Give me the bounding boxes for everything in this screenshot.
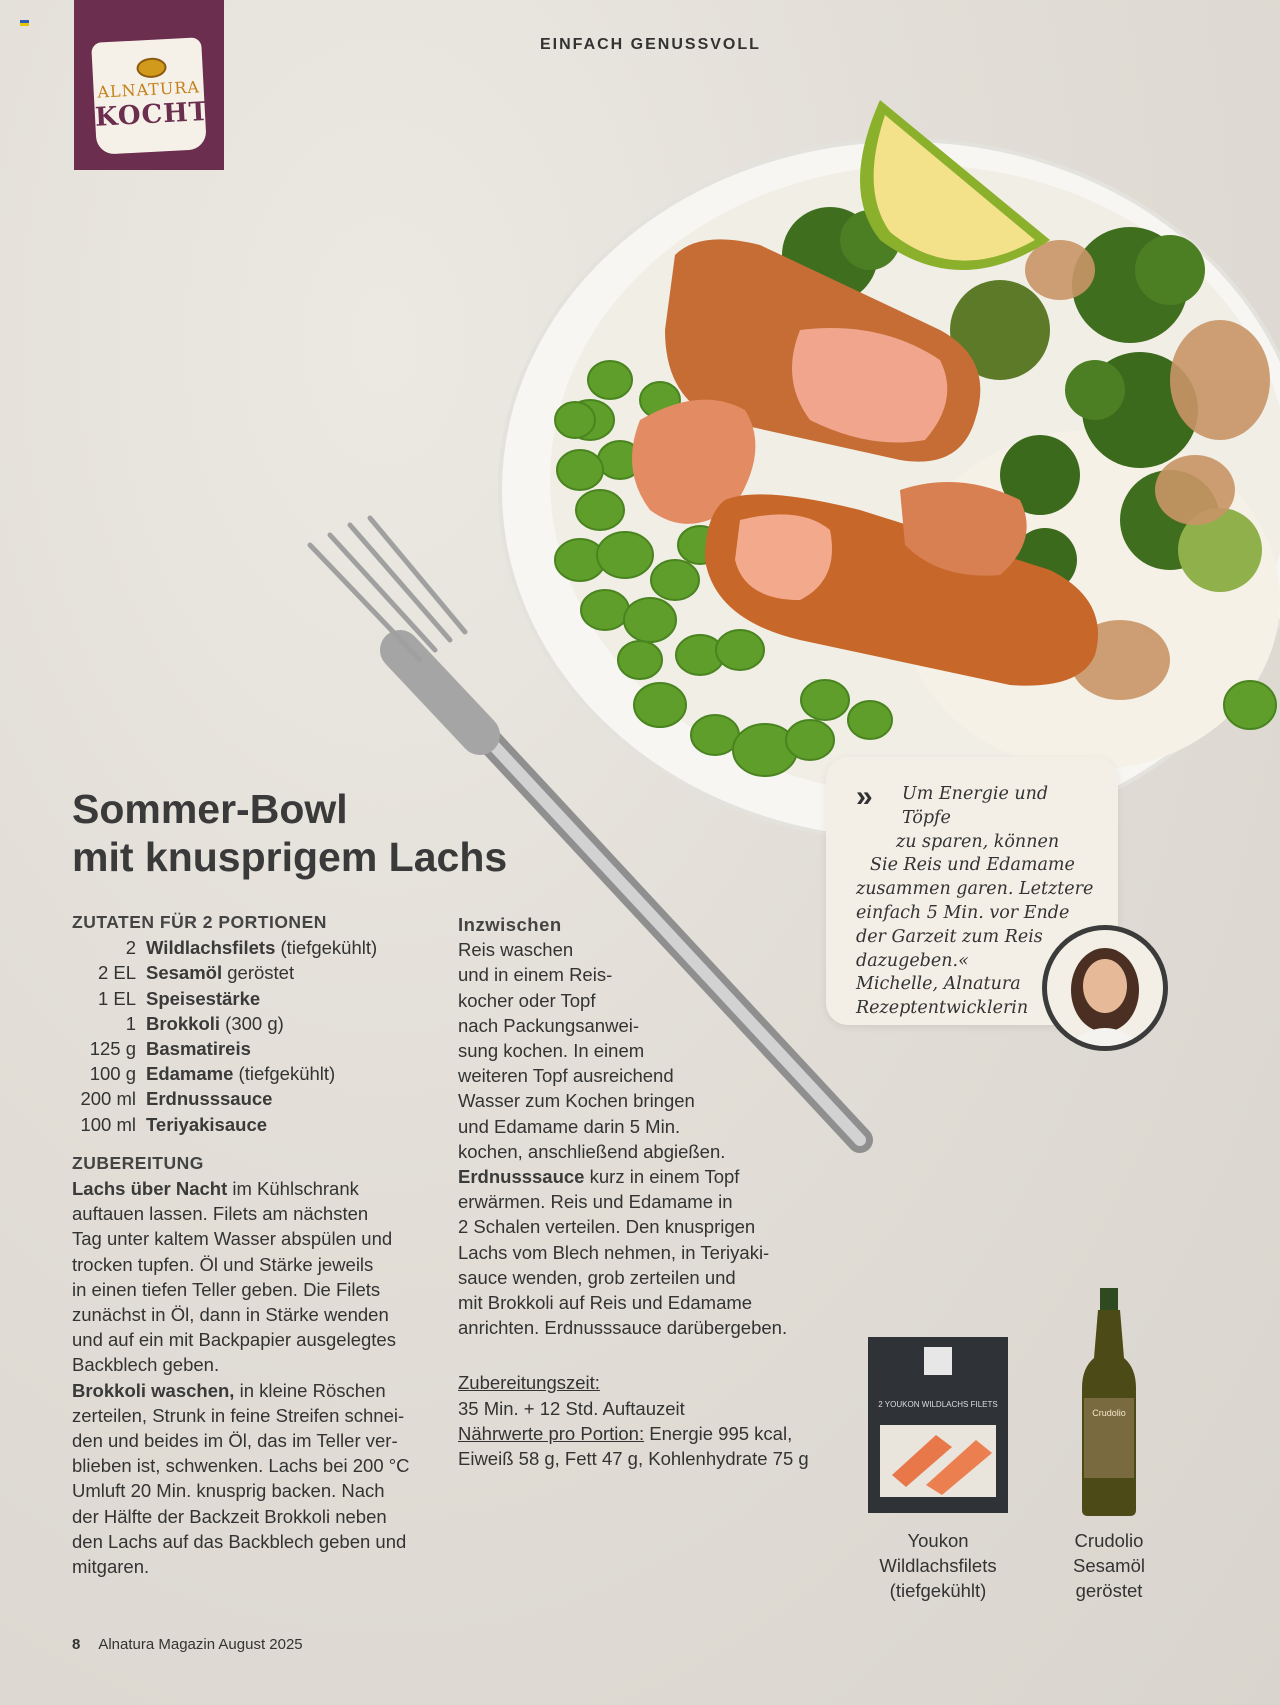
ingredient-amount: 125 g xyxy=(89,1038,136,1060)
salmon-package-image xyxy=(866,1335,1010,1515)
prep-line: den Lachs auf das Backblech geben und xyxy=(72,1530,407,1552)
meanwhile-line: Reis waschen xyxy=(458,939,574,961)
product-oil-line2: Sesamöl xyxy=(1073,1555,1145,1576)
nutrition-label: Nährwerte pro Portion: xyxy=(458,1422,645,1444)
title-line-2: mit knusprigem Lachs xyxy=(72,834,508,880)
ingredients-heading: ZUTATEN FÜR 2 PORTIONEN xyxy=(72,912,327,932)
ingredient-row xyxy=(72,1011,432,1036)
prep-line: zunächst in Öl, dann in Stärke wenden xyxy=(72,1304,389,1326)
ingredient-amount: 2 EL xyxy=(97,962,136,984)
ingredient-row xyxy=(72,1061,432,1086)
ingredient-amount: 1 EL xyxy=(97,987,136,1009)
prep-line: der Hälfte der Backzeit Brokkoli neben xyxy=(72,1505,387,1527)
meanwhile-line: sauce wenden, grob zerteilen und xyxy=(458,1266,736,1288)
title-line-1: Sommer-Bowl xyxy=(72,786,348,832)
product-oil-line1: Crudolio xyxy=(1074,1530,1144,1551)
ingredient-note: geröstet xyxy=(222,962,295,984)
ingredient-name: Teriyakisauce xyxy=(146,1113,268,1135)
recipe-title xyxy=(72,785,632,881)
prep-bold-1: Lachs über Nacht xyxy=(72,1178,228,1200)
page-footer xyxy=(72,1636,303,1653)
prep-bold-2: Brokkoli waschen, xyxy=(72,1379,235,1401)
alnatura-kocht-logo[interactable] xyxy=(74,0,224,170)
bottle-label: Crudolio xyxy=(1092,1408,1126,1418)
product-salmon-line1: Youkon xyxy=(907,1530,969,1551)
ingredient-row xyxy=(72,1112,432,1137)
tip-line: zusammen garen. Letztere xyxy=(856,879,1094,900)
package-title: 2 YOUKON WILDLACHS FILETS xyxy=(878,1400,998,1409)
ingredient-row xyxy=(72,960,432,985)
prep-line: Umluft 20 Min. knusprig backen. Nach xyxy=(72,1480,385,1502)
product-salmon xyxy=(868,1528,1008,1603)
right-column xyxy=(458,912,818,1471)
meanwhile-line: anrichten. Erdnusssauce darübergeben. xyxy=(458,1317,788,1339)
ingredient-note: (tiefgekühlt) xyxy=(233,1063,336,1085)
ingredient-name: Edamame xyxy=(146,1063,234,1085)
nutrition-value-2: Eiweiß 58 g, Fett 47 g, Kohlenhydrate 75 g xyxy=(458,1448,809,1470)
ingredient-row xyxy=(72,986,432,1011)
meanwhile-line: erwärmen. Reis und Edamame in xyxy=(458,1191,733,1213)
sun-icon xyxy=(136,57,167,79)
meanwhile-line: Wasser zum Kochen bringen xyxy=(458,1090,695,1112)
product-salmon-line2: Wildlachsfilets xyxy=(879,1555,997,1576)
tip-line: Michelle, Alnatura xyxy=(856,974,1021,995)
prep-time-value: 35 Min. + 12 Std. Auftauzeit xyxy=(458,1397,685,1419)
tip-line: der Garzeit zum Reis xyxy=(856,926,1043,947)
prep-line: blieben ist, schwenken. Lachs bei 200 °C xyxy=(72,1455,410,1477)
tip-line: Rezeptentwicklerin xyxy=(856,998,1029,1019)
meanwhile-line: nach Packungsanwei- xyxy=(458,1014,639,1036)
preparation-paragraph-2 xyxy=(72,1378,432,1580)
meanwhile-heading: Inzwischen xyxy=(458,914,562,935)
ingredient-amount: 1 xyxy=(125,1012,136,1034)
nutrition-value-1: Energie 995 kcal, xyxy=(644,1422,793,1444)
meanwhile-paragraph-1 xyxy=(458,937,818,1164)
prep-line: Tag unter kaltem Wasser abspülen und xyxy=(72,1228,393,1250)
ingredient-note: (300 g) xyxy=(220,1012,284,1034)
meanwhile-line: kurz in einem Topf xyxy=(584,1166,740,1188)
meanwhile-line: kocher oder Topf xyxy=(458,989,596,1011)
ingredient-amount: 100 g xyxy=(89,1063,136,1085)
section-kicker: EINFACH GENUSSVOLL xyxy=(540,36,761,53)
meanwhile-line: und Edamame darin 5 Min. xyxy=(458,1115,681,1137)
prep-line: in einen tiefen Teller geben. Die Filets xyxy=(72,1278,381,1300)
tip-line: einfach 5 Min. vor Ende xyxy=(856,902,1070,923)
ingredient-row xyxy=(72,1086,432,1111)
tip-line: Sie Reis und Edamame xyxy=(870,855,1075,876)
ingredient-name: Sesamöl xyxy=(146,962,223,984)
preparation-paragraph-1 xyxy=(72,1176,432,1378)
logo-brand: ALNATURA xyxy=(96,77,201,102)
meanwhile-line: Lachs vom Blech nehmen, in Teriyaki- xyxy=(458,1241,770,1263)
product-oil xyxy=(1050,1528,1168,1603)
preparation-heading: ZUBEREITUNG xyxy=(72,1152,204,1173)
prep-line: zerteilen, Strunk in feine Streifen schnei- xyxy=(72,1404,405,1426)
ingredient-amount: 100 ml xyxy=(80,1113,136,1135)
meanwhile-line: weiteren Topf ausreichend xyxy=(458,1065,674,1087)
avatar xyxy=(1042,925,1168,1051)
meanwhile-line: 2 Schalen verteilen. Den knusprigen xyxy=(458,1216,756,1238)
ingredient-row xyxy=(72,1036,432,1061)
meanwhile-line: mit Brokkoli auf Reis und Edamame xyxy=(458,1292,753,1314)
product-salmon-line3: (tiefgekühlt) xyxy=(889,1580,987,1601)
meanwhile-line: und in einem Reis- xyxy=(458,964,613,986)
meanwhile-line: kochen, anschließend abgießen. xyxy=(458,1140,726,1162)
meanwhile-line: sung kochen. In einem xyxy=(458,1040,645,1062)
ingredient-row xyxy=(72,935,432,960)
page-number: 8 xyxy=(72,1636,81,1653)
ingredient-name: Wildlachsfilets xyxy=(146,937,276,959)
double-chevron-icon: » xyxy=(856,780,873,813)
prep-line: im Kühlschrank xyxy=(227,1178,359,1200)
meanwhile-paragraph-2 xyxy=(458,1164,818,1340)
prep-line: und auf ein mit Backpapier ausgelegtes xyxy=(72,1329,396,1351)
ingredient-amount: 2 xyxy=(125,937,136,959)
logo-kocht: KOCHT xyxy=(94,96,210,133)
product-oil-line3: geröstet xyxy=(1075,1580,1143,1601)
ingredient-amount: 200 ml xyxy=(80,1088,136,1110)
prep-line: in kleine Röschen xyxy=(234,1379,386,1401)
prep-time-label: Zubereitungszeit: xyxy=(458,1372,600,1394)
ingredient-name: Speisestärke xyxy=(146,987,261,1009)
prep-line: mitgaren. xyxy=(72,1556,150,1578)
left-column xyxy=(72,910,432,1579)
ingredient-name: Basmatireis xyxy=(146,1038,251,1060)
tip-line: dazugeben.« xyxy=(856,950,969,971)
prep-line: Backblech geben. xyxy=(72,1354,220,1376)
tip-line: zu sparen, können xyxy=(896,831,1060,852)
sesame-oil-bottle-image xyxy=(1080,1288,1138,1516)
ingredient-note: (tiefgekühlt) xyxy=(275,937,378,959)
ingredient-name: Erdnusssauce xyxy=(146,1088,273,1110)
ingredient-name: Brokkoli xyxy=(146,1012,221,1034)
footer-text: Alnatura Magazin August 2025 xyxy=(98,1636,303,1653)
ingredients-list xyxy=(72,935,432,1137)
prep-line: trocken tupfen. Öl und Stärke jeweils xyxy=(72,1253,374,1275)
meanwhile-bold: Erdnusssauce xyxy=(458,1166,585,1188)
tip-line: Um Energie und Töpfe xyxy=(902,784,1049,828)
prep-line: den und beides im Öl, das im Teller ver- xyxy=(72,1430,398,1452)
prep-line: auftauen lassen. Filets am nächsten xyxy=(72,1203,369,1225)
